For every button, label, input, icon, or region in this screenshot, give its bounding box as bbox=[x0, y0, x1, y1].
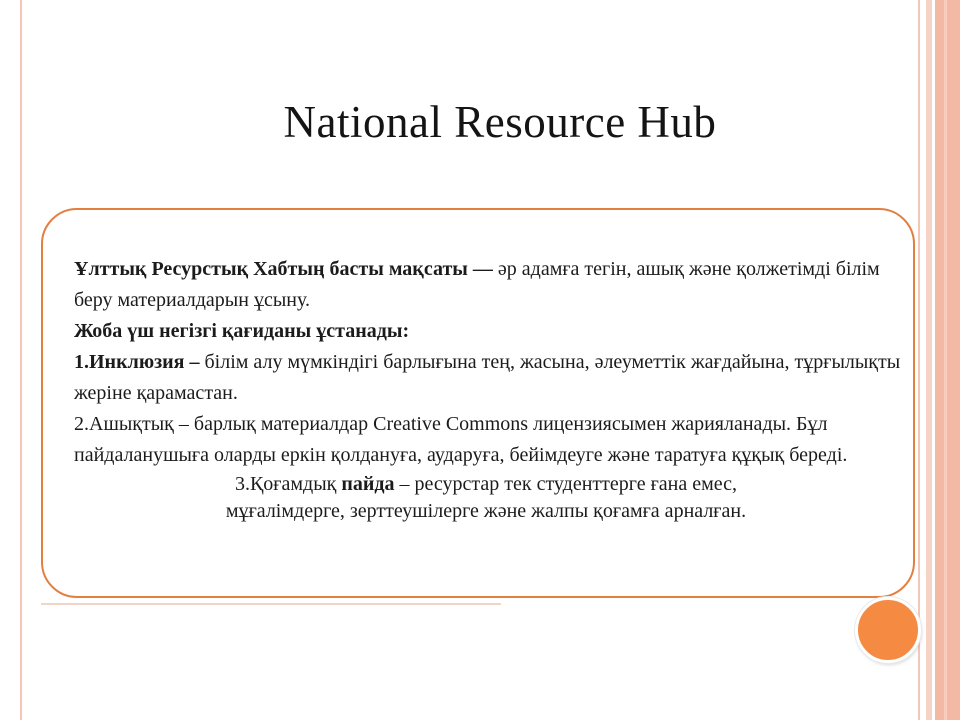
decorative-orange-circle bbox=[855, 597, 921, 663]
principle-3-prefix: 3.Қоғамдық bbox=[234, 473, 342, 495]
slide-body bbox=[74, 254, 906, 525]
intro-text: әр адамға тегін, ашық және қолжетімді білім беру материалдарын ұсыну. bbox=[74, 258, 880, 311]
principle-3-line2: мұғалімдерге, зерттеушілерге және жалпы қоғамға арналған. bbox=[225, 500, 747, 522]
principle-item-3 bbox=[66, 471, 906, 525]
principles-heading-text: Жоба үш негізгі қағиданы ұстанады: bbox=[74, 320, 410, 342]
principle-1-text: білім алу мүмкіндігі барлығына тең, жасына, әлеуметтік жағдайына, тұрғылықты жеріне қарамастан. bbox=[74, 351, 901, 404]
principle-item-2: 2.Ашықтық – барлық материалдар Creative Commons лицензиясымен жарияланады. Бұл пайдаланушыға оларды еркін қолдануға, аударуға, бейімдеуге және таратуға құқық береді. bbox=[74, 413, 848, 466]
principles-heading bbox=[74, 316, 906, 347]
intro-bold: Ұлттық Ресурстық Хабтың басты мақсаты — bbox=[74, 258, 493, 280]
box-shadow-line bbox=[41, 603, 501, 605]
slide-title: National Resource Hub bbox=[283, 97, 717, 147]
principle-3-bold: пайда bbox=[341, 473, 395, 495]
principle-item-1 bbox=[74, 347, 906, 409]
intro-paragraph bbox=[74, 254, 906, 316]
principle-1-bold: 1.Инклюзия – bbox=[74, 351, 200, 373]
principle-3-line1-rest: – ресурстар тек студенттерге ғана емес, bbox=[394, 473, 738, 495]
